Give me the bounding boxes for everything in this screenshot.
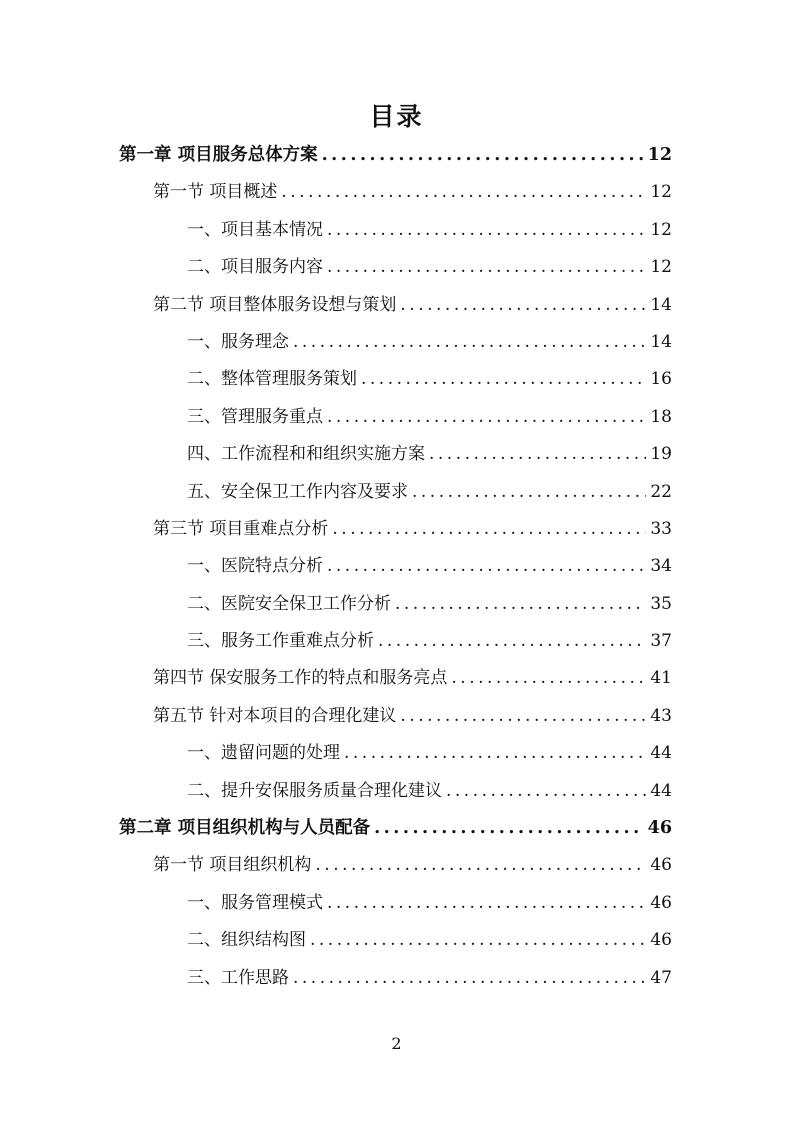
toc-entry[interactable]	[0, 212, 672, 249]
toc-dot-leader	[361, 361, 646, 398]
toc-entry-text: 二、医院安全保卫工作分析	[187, 593, 391, 614]
toc-dot-leader	[322, 137, 644, 174]
toc-entry-page: 12	[647, 145, 672, 165]
toc-entry-text: 一、医院特点分析	[187, 556, 323, 577]
toc-entry-page: 41	[650, 668, 672, 689]
toc-dot-leader	[327, 212, 646, 249]
toc-dot-leader	[315, 847, 646, 884]
toc-entry-page: 47	[650, 967, 672, 988]
toc-entry[interactable]	[0, 436, 672, 473]
toc-entry-page: 33	[650, 518, 672, 539]
toc-entry-page: 19	[650, 444, 672, 465]
toc-dot-leader	[310, 922, 646, 959]
toc-entry-text: 二、整体管理服务策划	[187, 369, 357, 390]
table-of-contents	[0, 137, 793, 997]
toc-entry[interactable]	[0, 324, 672, 361]
toc-entry-page: 43	[650, 705, 672, 726]
toc-entry-page: 12	[650, 182, 672, 203]
toc-dot-leader	[395, 586, 646, 623]
toc-entry-page: 12	[650, 257, 672, 278]
toc-entry-page: 12	[650, 219, 672, 240]
toc-dot-leader	[344, 735, 646, 772]
toc-dot-leader	[281, 174, 646, 211]
toc-entry-text: 一、遗留问题的处理	[187, 743, 340, 764]
toc-entry-page: 44	[650, 743, 672, 764]
toc-entry[interactable]	[0, 287, 672, 324]
toc-title: 目录	[369, 102, 424, 131]
toc-entry[interactable]	[0, 511, 672, 548]
toc-entry-page: 34	[650, 556, 672, 577]
toc-dot-leader	[327, 548, 646, 585]
toc-entry-text: 第五节 针对本项目的合理化建议	[153, 705, 397, 726]
toc-entry[interactable]	[0, 660, 672, 697]
toc-entry[interactable]	[0, 810, 672, 847]
toc-entry-text: 五、安全保卫工作内容及要求	[187, 481, 408, 502]
toc-entry[interactable]	[0, 137, 672, 174]
toc-entry-text: 三、工作思路	[187, 967, 289, 988]
toc-entry-text: 一、服务管理模式	[187, 892, 323, 913]
toc-entry-text: 第一节 项目概述	[153, 182, 278, 203]
toc-entry[interactable]	[0, 361, 672, 398]
toc-entry-page: 46	[647, 818, 672, 839]
toc-entry-page: 35	[650, 593, 672, 614]
toc-dot-leader	[332, 511, 646, 548]
toc-entry-page: 46	[650, 855, 672, 876]
toc-dot-leader	[446, 773, 646, 810]
toc-entry[interactable]	[0, 773, 672, 810]
toc-entry[interactable]	[0, 885, 672, 922]
toc-entry[interactable]	[0, 548, 672, 585]
toc-entry[interactable]	[0, 174, 672, 211]
toc-entry[interactable]	[0, 922, 672, 959]
toc-entry-text: 第三节 项目重难点分析	[153, 518, 329, 539]
toc-entry[interactable]	[0, 249, 672, 286]
toc-entry[interactable]	[0, 399, 672, 436]
toc-entry-text: 第一章 项目服务总体方案	[119, 145, 318, 165]
toc-entry-page: 14	[650, 331, 672, 352]
toc-entry-text: 四、工作流程和和组织实施方案	[187, 444, 425, 465]
toc-dot-leader	[400, 287, 646, 324]
toc-dot-leader	[293, 324, 646, 361]
page-number: 2	[391, 1034, 402, 1053]
toc-dot-leader	[293, 960, 646, 997]
toc-dot-leader	[378, 623, 646, 660]
toc-entry[interactable]	[0, 735, 672, 772]
toc-dot-leader	[451, 660, 646, 697]
toc-entry-text: 二、提升安保服务质量合理化建议	[187, 780, 442, 801]
toc-dot-leader	[327, 399, 646, 436]
toc-entry[interactable]	[0, 847, 672, 884]
toc-entry[interactable]	[0, 623, 672, 660]
toc-dot-leader	[327, 885, 646, 922]
toc-entry-text: 二、组织结构图	[187, 930, 306, 951]
toc-entry-text: 三、服务工作重难点分析	[187, 631, 374, 652]
toc-entry-page: 46	[650, 892, 672, 913]
toc-dot-leader	[327, 249, 646, 286]
toc-entry-page: 16	[650, 369, 672, 390]
toc-entry-text: 一、服务理念	[187, 331, 289, 352]
toc-entry-text: 第二章 项目组织机构与人员配备	[119, 818, 371, 839]
toc-entry-page: 18	[650, 406, 672, 427]
toc-entry-page: 14	[650, 294, 672, 315]
toc-entry-text: 第四节 保安服务工作的特点和服务亮点	[153, 668, 448, 689]
toc-entry-text: 第一节 项目组织机构	[153, 855, 312, 876]
toc-entry-page: 22	[650, 481, 672, 502]
toc-entry[interactable]	[0, 698, 672, 735]
toc-entry-page: 46	[650, 930, 672, 951]
toc-entry-text: 三、管理服务重点	[187, 406, 323, 427]
toc-dot-leader	[412, 474, 646, 511]
toc-entry-page: 44	[650, 780, 672, 801]
toc-entry-page: 37	[650, 631, 672, 652]
toc-entry[interactable]	[0, 474, 672, 511]
toc-dot-leader	[400, 698, 646, 735]
toc-entry-text: 第二节 项目整体服务设想与策划	[153, 294, 397, 315]
toc-entry-text: 一、项目基本情况	[187, 219, 323, 240]
toc-entry-text: 二、项目服务内容	[187, 257, 323, 278]
toc-entry[interactable]	[0, 586, 672, 623]
toc-dot-leader	[429, 436, 646, 473]
toc-entry[interactable]	[0, 960, 672, 997]
toc-dot-leader	[374, 810, 644, 847]
